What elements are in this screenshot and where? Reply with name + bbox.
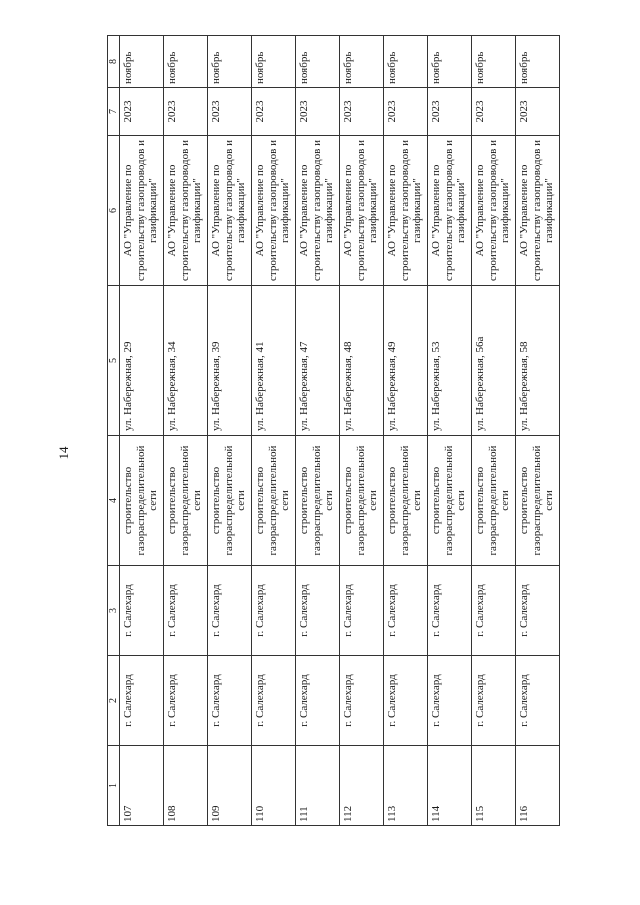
row-number: 111 [296,746,340,826]
year-cell: 2023 [472,88,516,136]
contractor-cell: АО "Управление по строительству газопроводов и газификации" [516,136,560,286]
address-cell: ул. Набережная, 39 [208,286,252,436]
settlement-cell: г. Салехард [120,566,164,656]
page-number: 14 [56,446,71,460]
year-cell: 2023 [384,88,428,136]
year-cell: 2023 [516,88,560,136]
table-row [340,36,384,826]
district-cell: г. Салехард [252,656,296,746]
month-cell: ноябрь [296,36,340,88]
settlement-cell: г. Салехард [164,566,208,656]
row-number: 113 [384,746,428,826]
work-type-cell: строительство газораспределительной сети [472,436,516,566]
month-cell: ноябрь [384,36,428,88]
month-cell: ноябрь [516,36,560,88]
settlement-cell: г. Салехард [296,566,340,656]
settlement-cell: г. Салехард [252,566,296,656]
settlement-cell: г. Салехард [340,566,384,656]
row-number: 108 [164,746,208,826]
contractor-cell: АО "Управление по строительству газопроводов и газификации" [428,136,472,286]
address-cell: ул. Набережная, 58 [516,286,560,436]
month-cell: ноябрь [164,36,208,88]
contractor-cell: АО "Управление по строительству газопроводов и газификации" [120,136,164,286]
row-number: 115 [472,746,516,826]
address-cell: ул. Набережная, 47 [296,286,340,436]
column-header: 5 [108,286,120,436]
work-type-cell: строительство газораспределительной сети [164,436,208,566]
work-type-cell: строительство газораспределительной сети [252,436,296,566]
table-row [472,36,516,826]
district-cell: г. Салехард [296,656,340,746]
year-cell: 2023 [120,88,164,136]
table-row [252,36,296,826]
settlement-cell: г. Салехард [384,566,428,656]
settlement-cell: г. Салехард [472,566,516,656]
column-header: 8 [108,36,120,88]
contractor-cell: АО "Управление по строительству газопроводов и газификации" [208,136,252,286]
address-cell: ул. Набережная, 29 [120,286,164,436]
column-header: 3 [108,566,120,656]
district-cell: г. Салехард [384,656,428,746]
column-header: 1 [108,746,120,826]
month-cell: ноябрь [472,36,516,88]
table-row [120,36,164,826]
work-type-cell: строительство газораспределительной сети [208,436,252,566]
contractor-cell: АО "Управление по строительству газопроводов и газификации" [472,136,516,286]
work-type-cell: строительство газораспределительной сети [516,436,560,566]
row-number: 114 [428,746,472,826]
work-type-cell: строительство газораспределительной сети [428,436,472,566]
district-cell: г. Салехард [120,656,164,746]
column-header: 2 [108,656,120,746]
district-cell: г. Салехард [164,656,208,746]
work-type-cell: строительство газораспределительной сети [296,436,340,566]
year-cell: 2023 [296,88,340,136]
month-cell: ноябрь [428,36,472,88]
address-cell: ул. Набережная, 41 [252,286,296,436]
year-cell: 2023 [340,88,384,136]
header-row [108,36,120,826]
table-row [208,36,252,826]
row-number: 112 [340,746,384,826]
address-cell: ул. Набережная, 49 [384,286,428,436]
contractor-cell: АО "Управление по строительству газопроводов и газификации" [384,136,428,286]
month-cell: ноябрь [208,36,252,88]
month-cell: ноябрь [120,36,164,88]
rotated-table-wrapper [107,36,559,826]
work-type-cell: строительство газораспределительной сети [120,436,164,566]
data-table [107,35,560,826]
year-cell: 2023 [208,88,252,136]
address-cell: ул. Набережная, 56а [472,286,516,436]
table-row [296,36,340,826]
row-number: 107 [120,746,164,826]
table-row [164,36,208,826]
column-header: 4 [108,436,120,566]
district-cell: г. Салехард [208,656,252,746]
year-cell: 2023 [428,88,472,136]
column-header: 7 [108,88,120,136]
month-cell: ноябрь [252,36,296,88]
row-number: 116 [516,746,560,826]
district-cell: г. Салехард [516,656,560,746]
contractor-cell: АО "Управление по строительству газопроводов и газификации" [164,136,208,286]
row-number: 110 [252,746,296,826]
table-row [516,36,560,826]
address-cell: ул. Набережная, 53 [428,286,472,436]
district-cell: г. Салехард [428,656,472,746]
row-number: 109 [208,746,252,826]
year-cell: 2023 [164,88,208,136]
district-cell: г. Салехард [472,656,516,746]
table-row [384,36,428,826]
work-type-cell: строительство газораспределительной сети [384,436,428,566]
district-cell: г. Салехард [340,656,384,746]
address-cell: ул. Набережная, 48 [340,286,384,436]
settlement-cell: г. Салехард [516,566,560,656]
year-cell: 2023 [252,88,296,136]
settlement-cell: г. Салехард [428,566,472,656]
work-type-cell: строительство газораспределительной сети [340,436,384,566]
address-cell: ул. Набережная, 34 [164,286,208,436]
table-body [120,36,560,826]
settlement-cell: г. Салехард [208,566,252,656]
contractor-cell: АО "Управление по строительству газопроводов и газификации" [252,136,296,286]
month-cell: ноябрь [340,36,384,88]
table-row [428,36,472,826]
contractor-cell: АО "Управление по строительству газопроводов и газификации" [340,136,384,286]
column-header: 6 [108,136,120,286]
contractor-cell: АО "Управление по строительству газопроводов и газификации" [296,136,340,286]
